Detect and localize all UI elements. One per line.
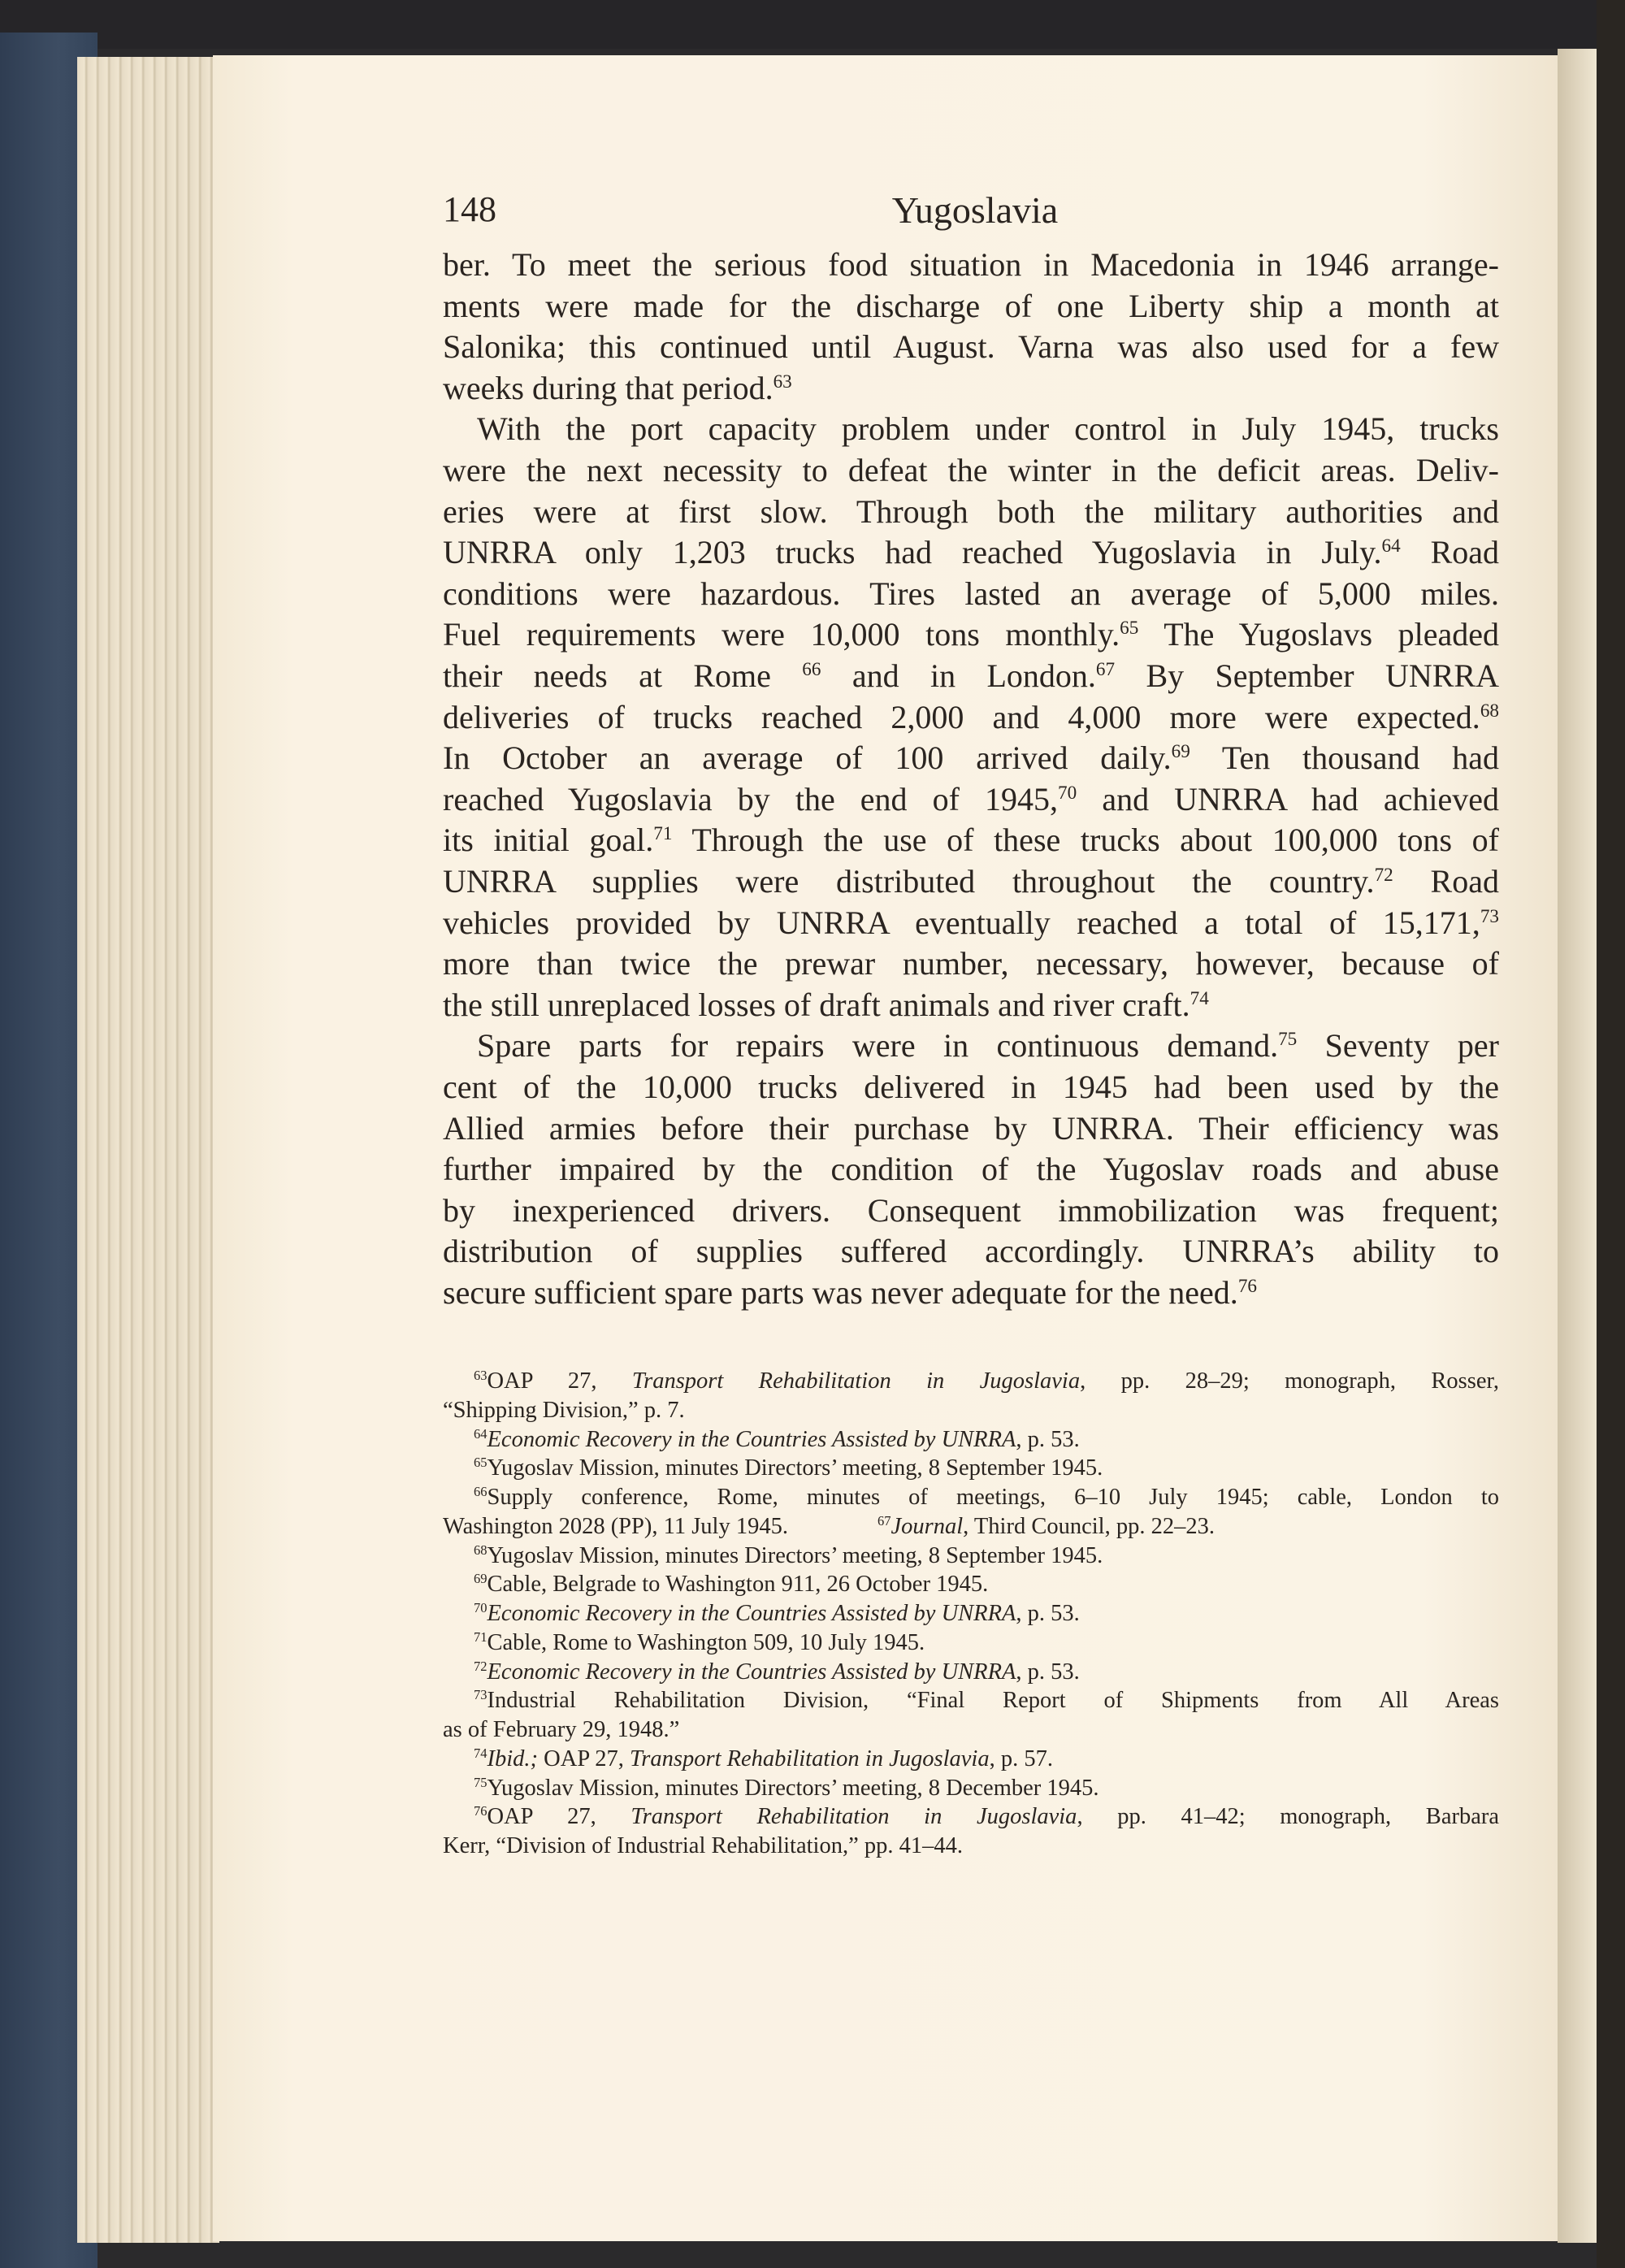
text-run: Kerr, “Division of Industrial Rehabilitation,” pp. 41–44. [443, 1833, 963, 1858]
text-run: Cable, Belgrade to Washington 911, 26 October 1945. [487, 1572, 989, 1598]
footnote-marker: 74 [474, 1745, 488, 1761]
body-line [443, 780, 1499, 821]
text-run: Road [1393, 863, 1499, 900]
text-run: Through the use of these trucks about 100,000 tons of [672, 822, 1499, 859]
body-line [443, 944, 1499, 985]
body-line [443, 986, 1499, 1024]
text-run: weeks during that period. [443, 369, 774, 406]
page-number: 148 [443, 189, 496, 229]
body-line [443, 575, 1499, 615]
footnote-line [443, 1688, 1499, 1717]
footnote-marker: 76 [474, 1804, 488, 1819]
body-line [443, 698, 1499, 739]
text-run: Allied armies before their purchase by UNRRA. Their efficiency was [443, 1109, 1499, 1147]
body-line [443, 821, 1499, 861]
footnote-line [443, 1776, 1499, 1802]
italic-title: Journal [890, 1513, 964, 1539]
body-line [443, 862, 1499, 903]
body-line [443, 1191, 1499, 1232]
body-line [443, 287, 1499, 327]
footnote-line [443, 1398, 1499, 1424]
text-run: ber. To meet the serious food situation in Macedonia in 1946 arrange- [443, 246, 1499, 283]
italic-title: Transport Rehabilitation in Jugoslavia [630, 1745, 990, 1771]
text-run: their needs at Rome [443, 657, 803, 694]
text-run: , p. 53. [1016, 1659, 1080, 1685]
body-line [443, 615, 1499, 656]
footnote-marker: 66 [802, 659, 821, 681]
footnote-line [443, 1572, 1499, 1598]
body-line [443, 1026, 1499, 1067]
footnote-line [443, 1485, 1499, 1514]
footnote-marker: 70 [1058, 782, 1077, 804]
text-run: , Third Council, pp. 22–23. [963, 1513, 1215, 1539]
text-run: OAP 27, [487, 1368, 632, 1394]
text-run: Yugoslav Mission, minutes Directors’ meeting, 8 December 1945. [487, 1775, 1099, 1801]
text-run: By September UNRRA [1115, 657, 1499, 694]
footnote-line [443, 1427, 1499, 1453]
footnote-marker: 64 [1381, 536, 1401, 557]
text-run: UNRRA only 1,203 trucks had reached Yugoslavia in July. [443, 534, 1382, 571]
footnote-marker: 68 [1480, 700, 1499, 722]
text-run: UNRRA supplies were distributed throughout the country. [443, 863, 1375, 900]
footnote-marker: 71 [653, 823, 673, 845]
text-run: The Yugoslavs pleaded [1138, 616, 1499, 653]
footnote-line [443, 1630, 1499, 1656]
footnote-marker: 63 [773, 371, 792, 392]
footnote-marker: 75 [474, 1774, 488, 1790]
text-run: the still unreplaced losses of draft animals and river craft. [443, 986, 1190, 1023]
body-line [443, 904, 1499, 944]
footnote-marker: 75 [1278, 1029, 1298, 1051]
text-run: eries were at first slow. Through both the military authorities and [443, 492, 1499, 530]
text-run: deliveries of trucks reached 2,000 and 4,000 more were expected. [443, 698, 1480, 735]
footnote-marker: 73 [474, 1688, 488, 1703]
running-title: Yugoslavia [891, 189, 1059, 231]
text-run: as of February 29, 1948.” [443, 1717, 680, 1742]
text-run: and UNRRA had achieved [1077, 780, 1499, 817]
text-run: distribution of supplies suffered accordingly. UNRRA’s ability to [443, 1233, 1499, 1270]
footnote-line [443, 1543, 1499, 1569]
body-line [443, 1068, 1499, 1108]
footnote-marker: 63 [474, 1368, 488, 1384]
footnote-line [443, 1455, 1499, 1481]
text-run: Yugoslav Mission, minutes Directors’ meeting, 8 September 1945. [487, 1455, 1103, 1481]
text-run: Industrial Rehabilitation Division, “Final Report of Shipments from All Areas [487, 1688, 1499, 1714]
footnote-marker: 74 [1190, 987, 1209, 1009]
text-run: secure sufficient spare parts was never adequate for the need. [443, 1274, 1238, 1311]
text-run: were the next necessity to defeat the winter in the deficit areas. Deliv- [443, 452, 1499, 488]
body-line [443, 369, 1499, 407]
footnote-line [443, 1746, 1499, 1772]
footnote-line [443, 1804, 1499, 1833]
body-line [443, 327, 1499, 368]
text-run: cent of the 10,000 trucks delivered in 1945 had been used by the [443, 1069, 1499, 1105]
footnote-marker: 70 [474, 1600, 488, 1616]
text-run: In October an average of 100 arrived daily. [443, 739, 1172, 777]
footnote-line [443, 1601, 1499, 1627]
page-edges [77, 57, 219, 2243]
body-line [443, 451, 1499, 492]
footnote-line [443, 1833, 1499, 1859]
body-line [443, 739, 1499, 779]
text-run: , p. 53. [1016, 1426, 1080, 1452]
italic-title: Transport Rehabilitation in Jugoslavia [631, 1368, 1081, 1394]
text-run: Seventy per [1297, 1027, 1499, 1065]
italic-title: Economic Recovery in the Countries Assisted by UNRRA [487, 1426, 1016, 1452]
body-line [443, 1232, 1499, 1273]
footnote-marker: 71 [474, 1628, 488, 1645]
text-run: Yugoslav Mission, minutes Directors’ meeting, 8 September 1945. [487, 1542, 1103, 1568]
text-run: Washington 2028 (PP), 11 July 1945. [443, 1513, 788, 1539]
footnote-marker: 66 [474, 1485, 488, 1500]
footnote-marker: 69 [474, 1571, 488, 1587]
body-line [443, 410, 1499, 450]
text-run: Road [1400, 534, 1499, 571]
text-run: more than twice the prewar number, necessary, however, because of [443, 945, 1499, 982]
text-run: vehicles provided by UNRRA eventually reached a total of 15,171, [443, 904, 1480, 941]
text-run: OAP 27, [538, 1745, 630, 1771]
body-line [443, 245, 1499, 286]
text-run: Fuel requirements were 10,000 tons monthly. [443, 616, 1120, 653]
facing-page-edge [1558, 49, 1597, 2243]
text-run: Cable, Rome to Washington 509, 10 July 1945. [487, 1629, 925, 1655]
text-run: conditions were hazardous. Tires lasted an average of 5,000 miles. [443, 575, 1499, 612]
footnote-marker: 69 [1171, 741, 1190, 763]
footnote-marker: 76 [1237, 1276, 1257, 1298]
footnote-marker: 65 [474, 1455, 488, 1471]
text-run: further impaired by the condition of the Yugoslav roads and abuse [443, 1151, 1499, 1188]
text-run: by inexperienced drivers. Consequent immobilization was frequent; [443, 1191, 1499, 1229]
footnote-marker: 72 [1374, 865, 1393, 887]
text-run: and in London. [821, 657, 1096, 694]
italic-title: Economic Recovery in the Countries Assisted by UNRRA [487, 1601, 1016, 1626]
italic-title: Transport Rehabilitation in Jugoslavia [630, 1804, 1077, 1830]
text-run: ments were made for the discharge of one Liberty ship a month at [443, 287, 1499, 324]
footnote-marker: 68 [474, 1542, 488, 1558]
text-run: , p. 53. [1016, 1601, 1080, 1626]
text-run: , p. 57. [989, 1745, 1053, 1771]
footnote-line [443, 1659, 1499, 1685]
footnote-line [443, 1514, 1499, 1540]
text-run: “Shipping Division,” p. 7. [443, 1397, 685, 1423]
book-gutter [1597, 0, 1625, 2268]
footnote-marker: 72 [474, 1658, 488, 1674]
footnote-marker: 64 [474, 1425, 488, 1442]
body-line [443, 1273, 1499, 1312]
body-line [443, 657, 1499, 697]
text-run: , pp. 41–42; monograph, Barbara [1077, 1804, 1499, 1830]
body-line [443, 1150, 1499, 1190]
body-line [443, 533, 1499, 574]
body-line [443, 492, 1499, 533]
text-run: Spare parts for repairs were in continuous demand. [477, 1027, 1279, 1065]
footnote-marker: 65 [1120, 618, 1139, 640]
text-run: reached Yugoslavia by the end of 1945, [443, 780, 1059, 817]
scan-background [0, 0, 1625, 49]
text-run: its initial goal. [443, 822, 654, 859]
footnote-marker: 67 [1095, 659, 1116, 681]
text-run: Supply conference, Rome, minutes of meetings, 6–10 July 1945; cable, London to [487, 1485, 1499, 1510]
italic-title: Economic Recovery in the Countries Assisted by UNRRA [487, 1659, 1016, 1685]
footnote-line [443, 1717, 1499, 1743]
footnote-marker: 67 [877, 1512, 891, 1529]
text-run: , pp. 28–29; monograph, Rosser, [1080, 1368, 1499, 1394]
text-run: Ten thousand had [1190, 739, 1499, 777]
footnote-marker: 73 [1480, 905, 1499, 927]
text-run: Salonika; this continued until August. Varna was also used for a few [443, 328, 1499, 366]
italic-title: Ibid.; [487, 1745, 539, 1771]
text-run: OAP 27, [487, 1804, 631, 1830]
footnote-line [443, 1368, 1499, 1398]
body-line [443, 1109, 1499, 1150]
text-run: With the port capacity problem under control in July 1945, trucks [477, 410, 1499, 448]
